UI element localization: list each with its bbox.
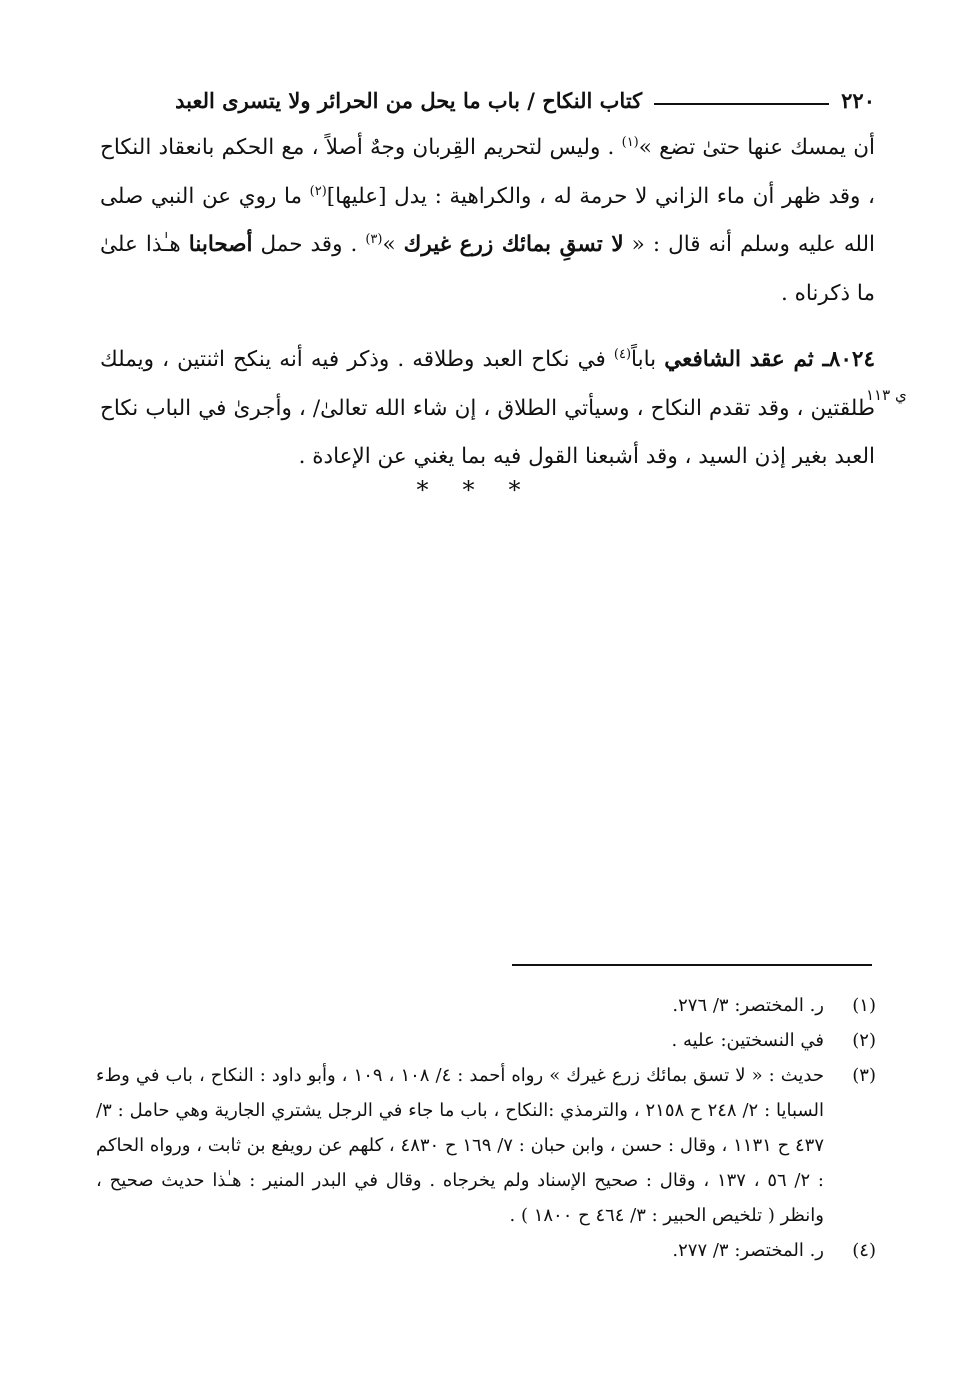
footnote-text: في النسختين: عليه . (671, 1030, 824, 1051)
running-title: كتاب النكاح / باب ما يحل من الحرائر ولا يتسرى العبد (175, 87, 643, 113)
bold-term: أصحابنا (188, 232, 253, 257)
text-run: ما روي عن النبي صلى الله عليه وسلم أنه قال : « (100, 183, 876, 257)
text-run: أن يمسك عنها حتىٰ تضع » (638, 135, 875, 160)
asterisk: * (416, 476, 451, 504)
paragraph-2 (100, 336, 875, 482)
text-run: . وليس لتحريم القِربان وجهٌ أصلاً ، مع الحكم بانعقاد النكاح ، وقد ظهر أن ماء الزاني لا حرمة له ، والكراهية : يدل [عليها] (100, 135, 875, 209)
footnote-text: حديث : « لا تسق بمائك زرع غيرك » رواه أحمد : ٤/ ١٠٨ ، ١٠٩ ، وأبو داود : النكاح ، باب في وطء السبايا : ٢/ ٢٤٨ ح ٢١٥٨ ، والترمذي :النكاح ، باب ما جاء في الرجل يشتري الجارية وهي حامل : ٣/ ٤٣٧ ح ١١٣١ ، وقال : حسن ، وابن حبان : ٧/ ١٦٩ ح ٤٨٣٠ ، كلهم عن رويفع بن ثابت ، ورواه الحاكم : ٢/ ٥٦ ، ١٣٧ ، وقال : صحيح الإسناد ولم يخرجاه . وقال في البدر المنير : هـٰذا حديث صحيح ، وانظر ( تلخيص الحبير : ٣/ ٤٦٤ ح ١٨٠٠ ) . (96, 1065, 825, 1226)
footnote-ref-3[interactable]: (٣) (365, 231, 383, 247)
footnote-number: (١) (852, 995, 876, 1016)
text-run: في نكاح العبد وطلاقه . وذكر فيه أنه ينكح اثنتين ، ويملك طلقتين ، وقد تقدم النكاح ، وسيأتي الطلاق ، إن شاء الله تعالىٰ/ ، وأجرىٰ في الباب نكاح العبد بغير إذن السيد ، وقد أشبعنا القول فيه بما يغني عن الإعادة . (100, 347, 875, 469)
section-number-heading: ٨٠٢٤ـ ثم عقد الشافعي (664, 347, 875, 372)
footnote-separator (512, 964, 872, 966)
footnote-4 (96, 1233, 876, 1268)
asterisk: * (508, 476, 543, 504)
footnote-number: (٢) (852, 1030, 876, 1051)
section-divider (0, 476, 959, 504)
asterisk: * (462, 476, 497, 504)
text-run: هـٰذا علىٰ ما ذكرناه . (100, 232, 875, 306)
text-run: باباً (631, 347, 665, 372)
text-run: . وقد حمل (252, 232, 366, 257)
footnotes (96, 988, 876, 1268)
footnote-ref-1[interactable]: (١) (621, 134, 639, 150)
header-rule (654, 103, 829, 105)
footnote-2 (96, 1023, 876, 1058)
hadith-quote: لا تسقِ بمائك زرع غيرك (403, 232, 624, 257)
footnote-ref-2[interactable]: (٢) (309, 183, 327, 199)
footnote-1 (96, 988, 876, 1023)
page-number: ٢٢٠ (841, 87, 875, 113)
footnote-3 (96, 1058, 876, 1233)
footnote-text: ر. المختصر: ٣/ ٢٧٦. (672, 995, 824, 1016)
running-header (100, 80, 875, 120)
footnote-number: (٤) (852, 1240, 876, 1261)
manuscript-margin-ref: ي ١١٣ (866, 386, 907, 404)
footnote-ref-4[interactable]: (٤) (613, 346, 632, 362)
main-text (100, 124, 875, 482)
paragraph-1 (100, 124, 875, 318)
footnote-number: (٣) (852, 1065, 876, 1086)
footnote-text: ر. المختصر: ٣/ ٢٧٧. (672, 1240, 824, 1261)
text-run: » (382, 232, 404, 257)
